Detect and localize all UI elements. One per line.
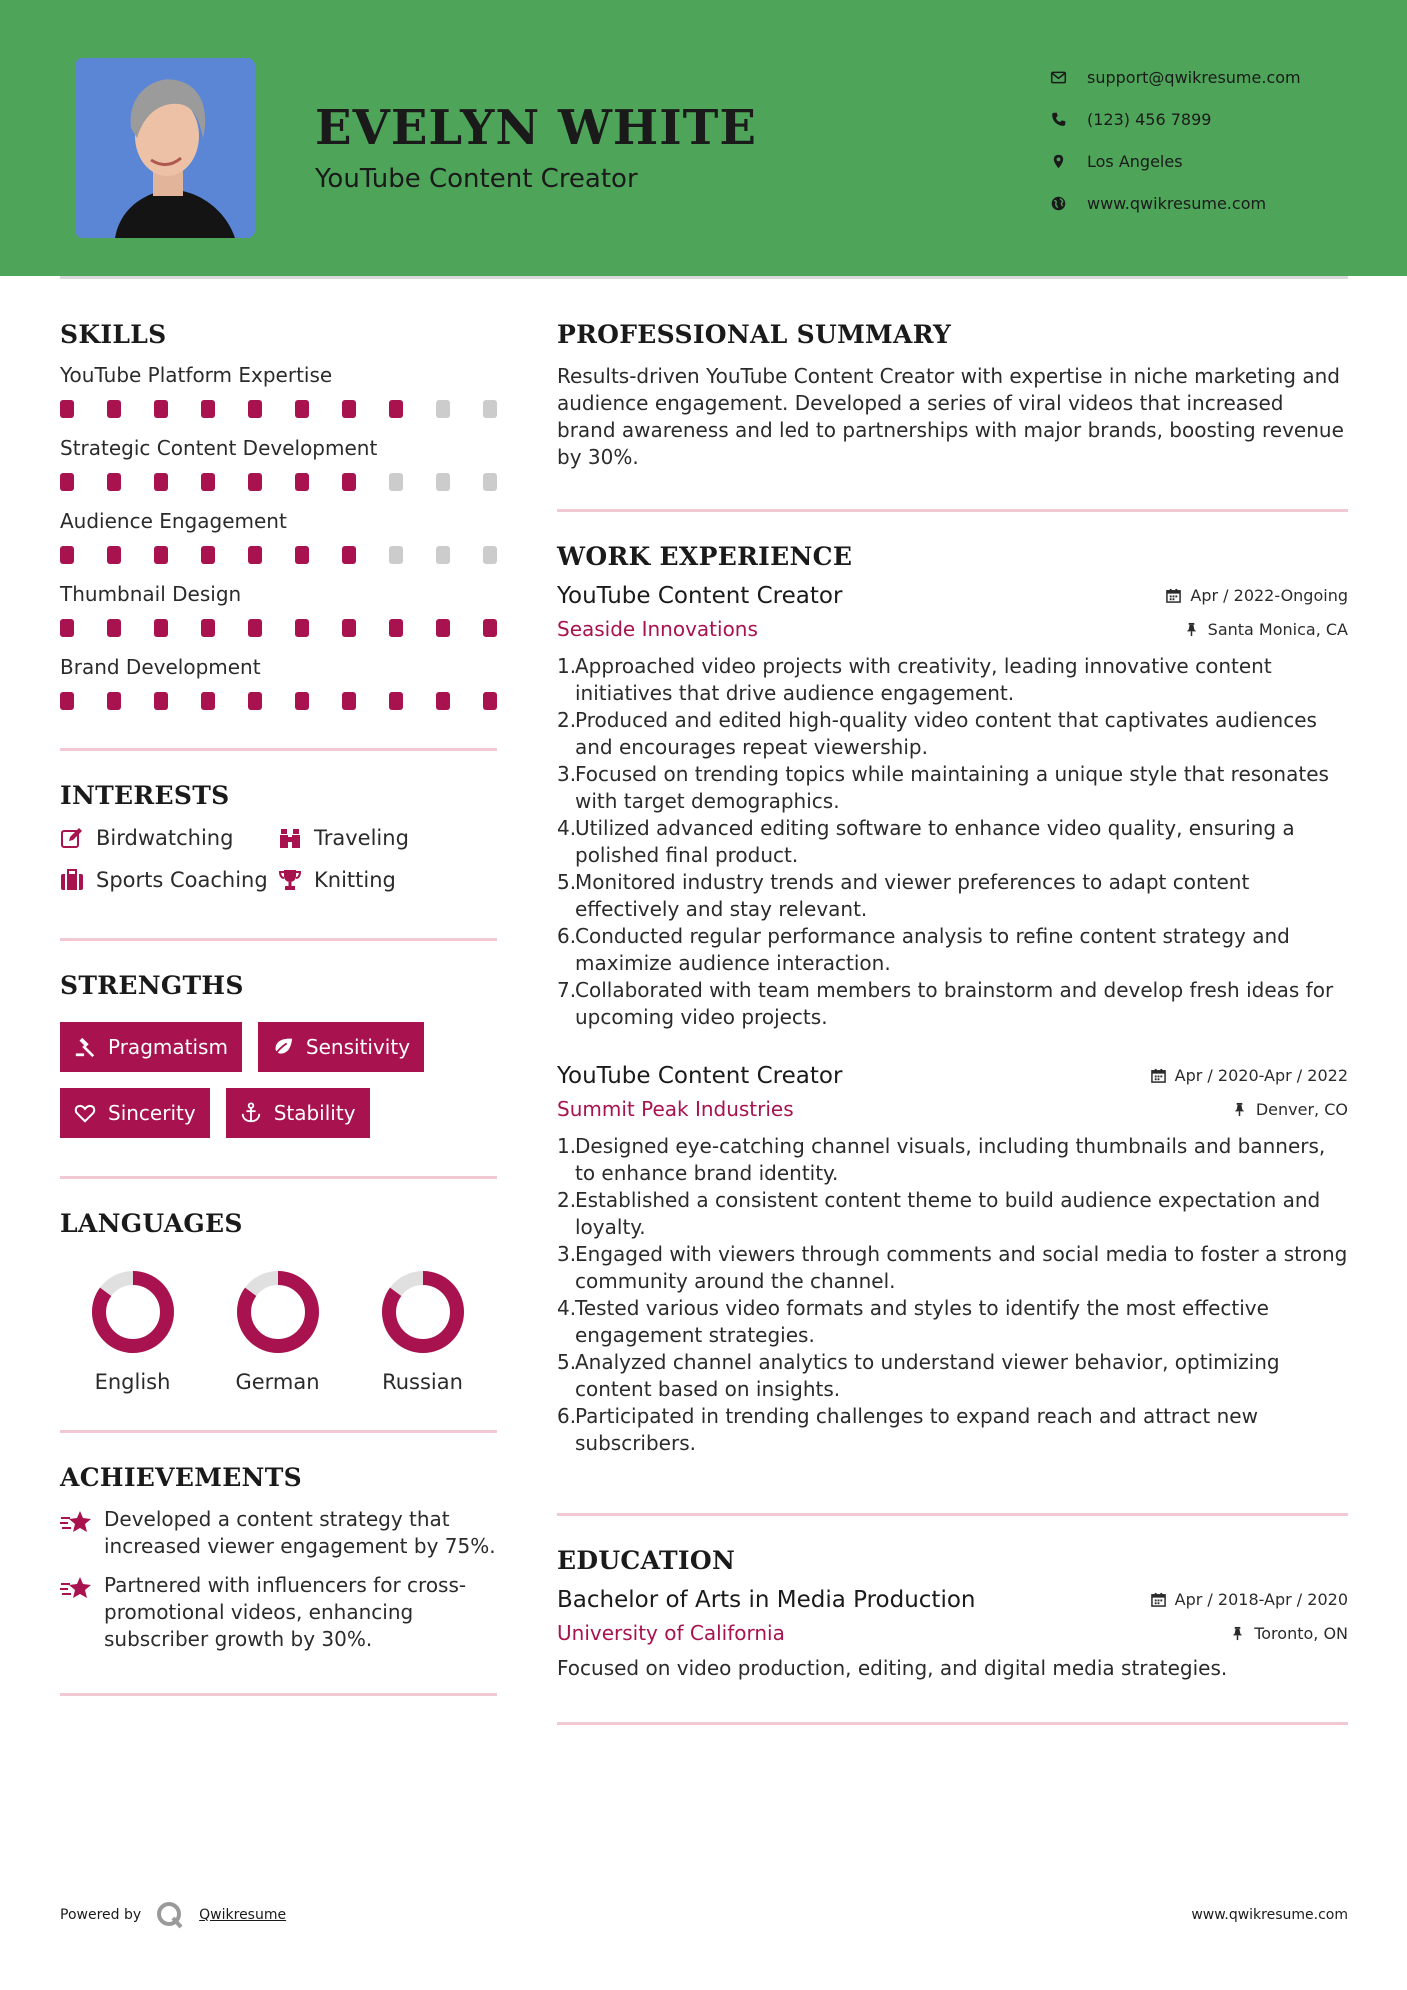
jobs-list [557, 583, 1348, 1457]
skill-dot-filled [295, 692, 309, 710]
skill-dot-filled [107, 692, 121, 710]
binoculars-icon [278, 826, 302, 850]
job-header [557, 1063, 1348, 1089]
skill-name: Strategic Content Development [60, 436, 378, 460]
job-bullet [557, 1133, 1348, 1187]
achievement-text: Partnered with influencers for cross-promotional videos, enhancing subscriber growth by 30%. [104, 1573, 467, 1651]
bullet-number: 4. [557, 1296, 577, 1320]
location-pin-icon [1050, 153, 1067, 170]
skill-dot-filled [107, 473, 121, 491]
interest-label: Birdwatching [96, 826, 234, 850]
skill-dot-empty [436, 473, 450, 491]
job-location [1184, 620, 1348, 639]
job-bullets [557, 653, 1348, 1031]
phone-icon [1050, 111, 1067, 128]
strength-chip [258, 1022, 424, 1072]
language-name: German [235, 1370, 320, 1394]
job-bullet [557, 653, 1348, 707]
job-bullet [557, 1241, 1348, 1295]
interest-label: Sports Coaching [96, 868, 268, 892]
skill-dot-filled [342, 400, 356, 418]
languages-list [60, 1268, 497, 1394]
leaf-icon [272, 1036, 294, 1058]
globe-icon [1050, 195, 1067, 212]
education-description: Focused on video production, editing, and digital media strategies. [557, 1656, 1228, 1680]
bullet-number: 5. [557, 870, 577, 894]
skill-dot-empty [436, 546, 450, 564]
education-header [557, 1587, 1348, 1613]
education-dates [1151, 1590, 1348, 1609]
interests-title: INTERESTS [60, 781, 230, 810]
skill-dot-filled [436, 619, 450, 637]
job-entry [557, 1063, 1348, 1457]
education-location-text: Toronto, ON [1254, 1623, 1348, 1643]
skill-dot-filled [201, 473, 215, 491]
skill-dot-filled [342, 473, 356, 491]
bullet-number: 7. [557, 978, 577, 1002]
skill-dot-filled [154, 692, 168, 710]
bullet-text: Tested various video formats and styles to identify the most effective engagement strategies. [575, 1296, 1269, 1347]
language-name: Russian [382, 1370, 463, 1394]
skill-dot-filled [342, 619, 356, 637]
gavel-icon [74, 1036, 96, 1058]
achievement-item [60, 1506, 497, 1560]
language-level-ring [234, 1268, 322, 1356]
skill-dot-filled [248, 473, 262, 491]
pushpin-icon [1232, 1102, 1247, 1117]
calendar-icon [1151, 1068, 1166, 1083]
bullet-text: Engaged with viewers through comments and social media to foster a strong community around the channel. [575, 1242, 1348, 1293]
bullet-number: 1. [557, 654, 577, 678]
skill-dot-empty [483, 400, 497, 418]
bullet-text: Utilized advanced editing software to enhance video quality, ensuring a polished final product. [575, 816, 1295, 867]
skill-dot-filled [107, 546, 121, 564]
job-bullet [557, 869, 1348, 923]
job-entry [557, 583, 1348, 1031]
bullet-number: 2. [557, 1188, 577, 1212]
bullet-text: Monitored industry trends and viewer preferences to adapt content effectively and stay relevant. [575, 870, 1250, 921]
pushpin-icon [1184, 622, 1199, 637]
skill-dot-filled [248, 619, 262, 637]
bullet-number: 2. [557, 708, 577, 732]
contact-email[interactable] [1050, 56, 1380, 98]
contact-phone[interactable] [1050, 98, 1380, 140]
contact-location [1050, 140, 1380, 182]
degree-title: Bachelor of Arts in Media Production [557, 1587, 976, 1613]
skill-dot-filled [295, 546, 309, 564]
bullet-text: Produced and edited high-quality video content that captivates audiences and encourages repeat viewership. [575, 708, 1317, 759]
skill-dot-empty [389, 473, 403, 491]
company-name: Seaside Innovations [557, 617, 758, 641]
brand-link[interactable]: Qwikresume [199, 1907, 287, 1923]
trophy-icon [278, 868, 302, 892]
job-header [557, 583, 1348, 609]
job-bullets [557, 1133, 1348, 1457]
candidate-name: EVELYN WHITE [315, 100, 757, 156]
strengths-title: STRENGTHS [60, 971, 244, 1000]
interest-item [278, 826, 497, 850]
skill-dot-filled [248, 400, 262, 418]
skill-dot-filled [342, 692, 356, 710]
qwikresume-logo-icon [155, 1900, 185, 1930]
skill-dot-filled [201, 619, 215, 637]
right-column [557, 320, 1348, 1725]
bullet-text: Focused on trending topics while maintaining a unique style that resonates with target demographics. [575, 762, 1329, 813]
skill-dot-empty [483, 473, 497, 491]
education-subheader [557, 1621, 1348, 1645]
bullet-number: 5. [557, 1350, 577, 1374]
skill-dot-filled [248, 692, 262, 710]
company-name: Summit Peak Industries [557, 1097, 794, 1121]
skill-dot-filled [154, 546, 168, 564]
skill-name: YouTube Platform Expertise [60, 363, 333, 387]
skill-dot-filled [389, 619, 403, 637]
skill-dot-filled [342, 546, 356, 564]
job-dates [1151, 1066, 1348, 1085]
section-divider [60, 1430, 497, 1433]
contact-phone-text: (123) 456 7899 [1087, 109, 1212, 129]
interest-label: Knitting [314, 868, 396, 892]
skill-dot-filled [107, 619, 121, 637]
contact-email-text: support@qwikresume.com [1087, 67, 1301, 87]
strengths-section [60, 971, 497, 1179]
skill-dot-filled [60, 692, 74, 710]
footer [60, 1895, 1348, 1935]
strength-label: Stability [273, 1101, 356, 1125]
shooting-star-icon [60, 1508, 94, 1538]
strength-label: Sincerity [108, 1101, 196, 1125]
skill-level-meter [60, 400, 497, 418]
calendar-icon [1166, 588, 1181, 603]
job-location-text: Santa Monica, CA [1207, 619, 1348, 639]
bullet-number: 1. [557, 1134, 577, 1158]
skill-name: Thumbnail Design [60, 582, 242, 606]
interest-item [60, 826, 278, 850]
powered-by [60, 1900, 286, 1930]
job-bullet [557, 977, 1348, 1031]
skill-dot-filled [436, 692, 450, 710]
job-bullet [557, 707, 1348, 761]
calendar-icon [1151, 1592, 1166, 1607]
achievement-text: Developed a content strategy that increased viewer engagement by 75%. [104, 1507, 496, 1558]
language-item [60, 1268, 205, 1394]
summary-title: PROFESSIONAL SUMMARY [557, 320, 952, 349]
bullet-number: 3. [557, 762, 577, 786]
interests-list [60, 826, 497, 892]
skill-level-meter [60, 692, 497, 710]
summary-text: Results-driven YouTube Content Creator with expertise in niche marketing and audience engagement. Developed a series of viral videos that increased brand awareness and led to partnerships with major brands, boosting revenue by 30%. [557, 364, 1344, 469]
bullet-text: Conducted regular performance analysis to refine content strategy and maximize audience interaction. [575, 924, 1290, 975]
strengths-list [60, 1022, 460, 1138]
language-item [350, 1268, 495, 1394]
section-divider [557, 1722, 1348, 1725]
skill-dot-empty [389, 546, 403, 564]
interest-item [60, 868, 278, 892]
skill-dot-filled [295, 400, 309, 418]
pushpin-icon [1230, 1626, 1245, 1641]
skill-dot-filled [295, 619, 309, 637]
strength-chip [226, 1088, 370, 1138]
section-divider [60, 1176, 497, 1179]
education-section [557, 1546, 1348, 1725]
skill-dot-filled [60, 619, 74, 637]
achievement-item [60, 1572, 497, 1653]
skill-level-meter [60, 619, 497, 637]
left-column [60, 320, 497, 1696]
experience-title: WORK EXPERIENCE [557, 542, 853, 571]
contact-list [1050, 56, 1380, 224]
job-bullet [557, 815, 1348, 869]
summary-section [557, 320, 1348, 512]
profile-photo [75, 58, 255, 238]
edit-icon [60, 826, 84, 850]
skill-dot-filled [201, 546, 215, 564]
strength-chip [60, 1022, 242, 1072]
language-level-ring [89, 1268, 177, 1356]
bullet-text: Analyzed channel analytics to understand viewer behavior, optimizing content based on insights. [575, 1350, 1280, 1401]
job-bullet [557, 1403, 1348, 1457]
skill-dot-filled [295, 473, 309, 491]
skill-dot-filled [154, 400, 168, 418]
section-divider [557, 509, 1348, 512]
skill-dot-filled [389, 692, 403, 710]
education-dates-text: Apr / 2018-Apr / 2020 [1174, 1590, 1348, 1609]
languages-section [60, 1209, 497, 1433]
skill-level-meter [60, 473, 497, 491]
job-location-text: Denver, CO [1255, 1099, 1348, 1119]
anchor-icon [240, 1102, 262, 1124]
job-bullet [557, 761, 1348, 815]
powered-by-text: Powered by [60, 1907, 142, 1923]
skill-dot-filled [60, 400, 74, 418]
bullet-number: 6. [557, 1404, 577, 1428]
achievements-title: ACHIEVEMENTS [60, 1463, 302, 1492]
skills-section [60, 320, 497, 751]
skill-dot-filled [154, 473, 168, 491]
header-divider [60, 276, 1348, 279]
job-bullet [557, 923, 1348, 977]
bullet-number: 3. [557, 1242, 577, 1266]
experience-section [557, 542, 1348, 1516]
job-subheader [557, 617, 1348, 641]
education-title: EDUCATION [557, 1546, 736, 1575]
portrait-image [75, 58, 255, 238]
skill-dot-filled [389, 400, 403, 418]
contact-website[interactable] [1050, 182, 1380, 224]
section-divider [60, 1693, 497, 1696]
education-location [1230, 1624, 1348, 1643]
envelope-icon [1050, 69, 1067, 86]
strength-label: Sensitivity [305, 1035, 411, 1059]
skill-name: Brand Development [60, 655, 261, 679]
job-bullet [557, 1295, 1348, 1349]
skill-dot-filled [248, 546, 262, 564]
skill-dot-filled [60, 546, 74, 564]
skill-dot-filled [201, 400, 215, 418]
footer-url[interactable]: www.qwikresume.com [1191, 1907, 1348, 1923]
interests-section [60, 781, 497, 941]
skills-list [60, 363, 497, 710]
bullet-text: Collaborated with team members to brainstorm and develop fresh ideas for upcoming video projects. [575, 978, 1334, 1029]
skill-dot-empty [483, 546, 497, 564]
section-divider [60, 938, 497, 941]
language-item [205, 1268, 350, 1394]
job-dates [1166, 586, 1348, 605]
skill-dot-filled [60, 473, 74, 491]
skill-dot-filled [107, 400, 121, 418]
bullet-number: 6. [557, 924, 577, 948]
job-dates-text: Apr / 2022-Ongoing [1190, 586, 1348, 605]
bullet-text: Participated in trending challenges to expand reach and attract new subscribers. [575, 1404, 1258, 1455]
bullet-text: Approached video projects with creativity, leading innovative content initiatives that drive audience engagement. [575, 654, 1272, 705]
strength-chip [60, 1088, 210, 1138]
bullet-text: Designed eye-catching channel visuals, including thumbnails and banners, to enhance brand identity. [575, 1134, 1326, 1185]
strength-label: Pragmatism [108, 1035, 228, 1059]
school-name: University of California [557, 1621, 785, 1645]
skill-level-meter [60, 546, 497, 564]
job-location [1232, 1100, 1348, 1119]
skill-name: Audience Engagement [60, 509, 287, 533]
job-bullet [557, 1187, 1348, 1241]
job-subheader [557, 1097, 1348, 1121]
job-bullet [557, 1349, 1348, 1403]
job-title: YouTube Content Creator [557, 583, 843, 609]
job-dates-text: Apr / 2020-Apr / 2022 [1174, 1066, 1348, 1085]
section-divider [557, 1513, 1348, 1516]
skill-dot-filled [154, 619, 168, 637]
heart-icon [74, 1102, 96, 1124]
section-divider [60, 748, 497, 751]
interest-label: Traveling [314, 826, 409, 850]
language-name: English [94, 1370, 171, 1394]
shooting-star-icon [60, 1574, 94, 1604]
language-level-ring [379, 1268, 467, 1356]
skill-dot-empty [436, 400, 450, 418]
skill-dot-filled [483, 619, 497, 637]
skills-title: SKILLS [60, 320, 167, 349]
achievements-section [60, 1463, 497, 1696]
contact-location-text: Los Angeles [1087, 151, 1183, 171]
skill-dot-filled [201, 692, 215, 710]
job-title: YouTube Content Creator [557, 1063, 843, 1089]
header-banner [0, 0, 1407, 276]
skill-dot-filled [483, 692, 497, 710]
briefcase-icon [60, 868, 84, 892]
contact-website-text: www.qwikresume.com [1087, 193, 1267, 213]
bullet-text: Established a consistent content theme to build audience expectation and loyalty. [575, 1188, 1321, 1239]
interest-item [278, 868, 497, 892]
candidate-role: YouTube Content Creator [315, 164, 638, 194]
bullet-number: 4. [557, 816, 577, 840]
languages-title: LANGUAGES [60, 1209, 243, 1238]
